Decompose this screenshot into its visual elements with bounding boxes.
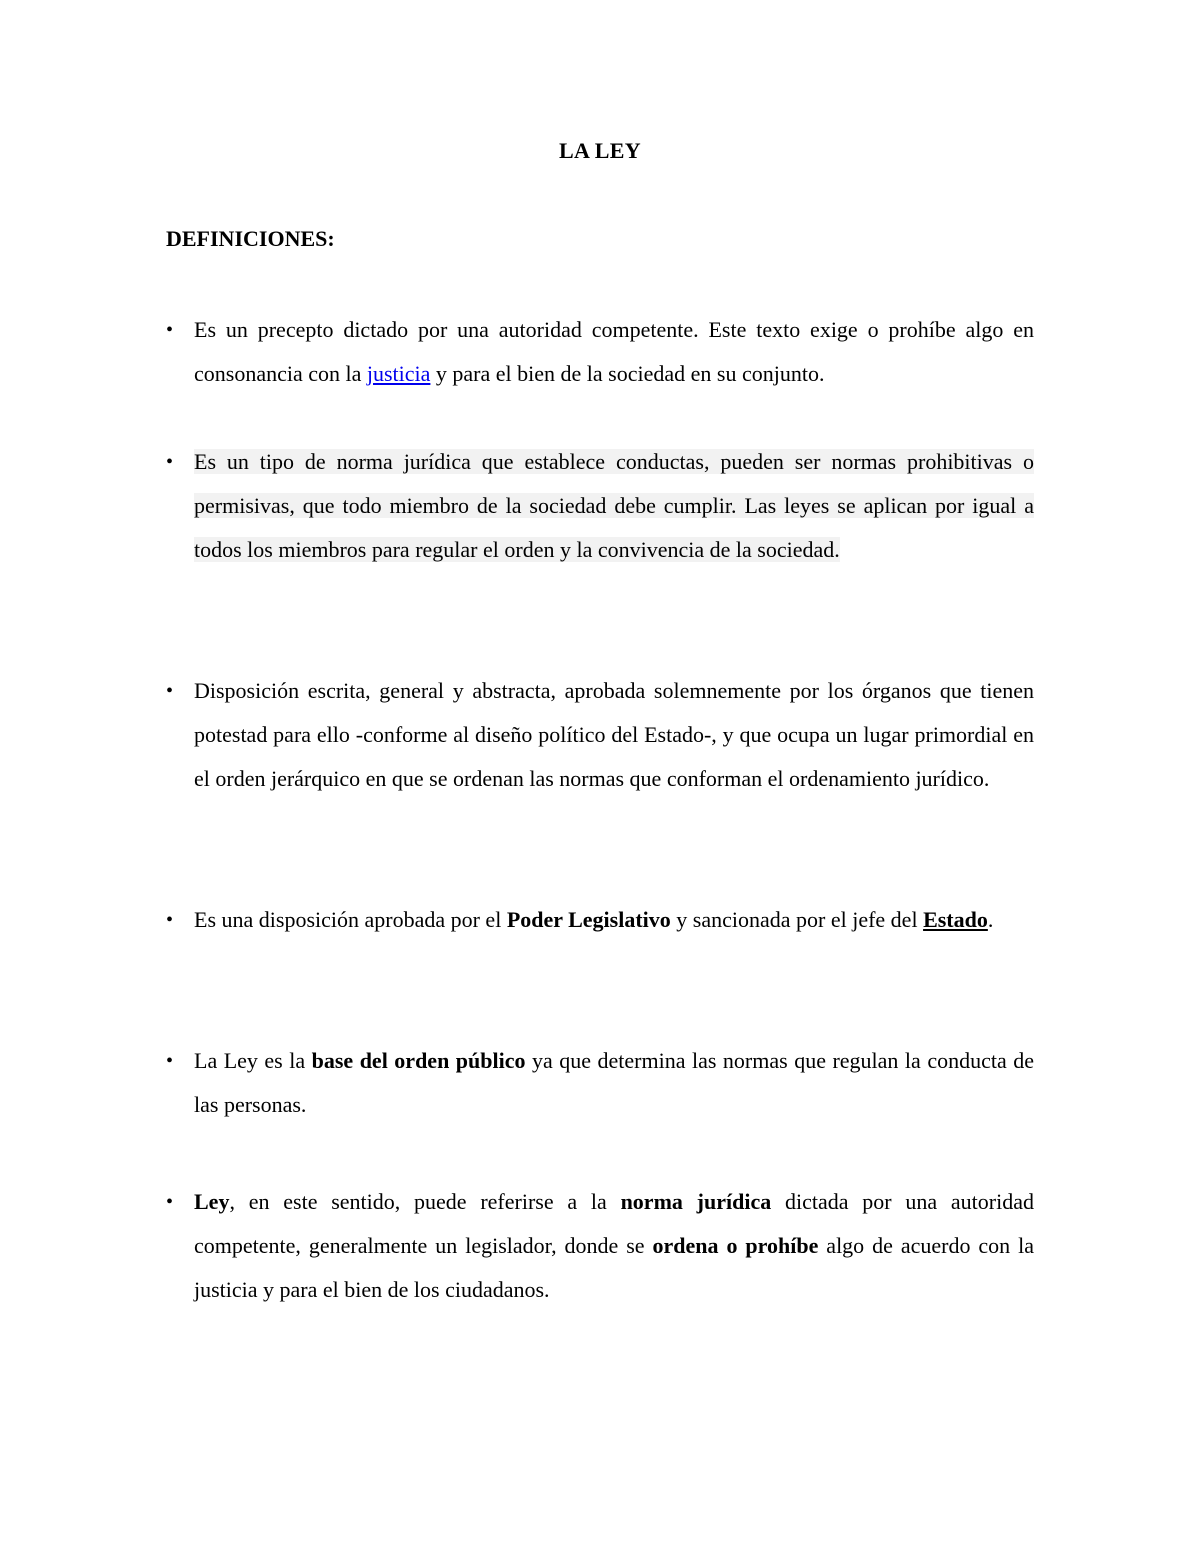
list-item-text: Es una disposición aprobada por el Poder Legislativo y sancionada por el jefe del Estado. [194, 907, 994, 932]
section-heading: DEFINICIONES: [166, 226, 335, 251]
norma-juridica-term: norma jurídica [620, 1189, 772, 1214]
ley-term: Ley [194, 1189, 230, 1214]
bullet-icon: • [166, 1191, 174, 1213]
list-item-text: La Ley es la base del orden público ya que determina las normas que regulan la conducta de las personas. [194, 1048, 1034, 1117]
bullet-icon: • [166, 909, 174, 931]
orden-publico-term: base del orden público [311, 1048, 526, 1073]
estado-term: Estado [923, 907, 988, 932]
list-item-text: Ley, en este sentido, puede referirse a la norma jurídica dictada por una autoridad competente, generalmente un legislador, donde se ordena o prohíbe algo de acuerdo con la justicia y para el bien de los ciudadanos. [194, 1189, 1034, 1302]
list-item [166, 669, 1034, 801]
justicia-link[interactable]: justicia [366, 361, 431, 386]
list-item-text: Es un tipo de norma jurídica que establece conductas, pueden ser normas prohibitivas o permisivas, que todo miembro de la sociedad debe cumplir. Las leyes se aplican por igual a todos los miembros para regular el orden y la convivencia de la sociedad. [194, 449, 1034, 562]
list-item [166, 898, 1034, 942]
list-item [166, 1039, 1034, 1127]
poder-legislativo-term: Poder Legislativo [506, 907, 671, 932]
list-item-text: Disposición escrita, general y abstracta, aprobada solemnemente por los órganos que tienen potestad para ello -conforme al diseño político del Estado-, y que ocupa un lugar primordial en el orden jerárquico en que se ordenan las normas que conforman el ordenamiento jurídico. [194, 678, 1034, 791]
list-item [166, 440, 1034, 572]
bullet-icon: • [166, 319, 174, 341]
bullet-icon: • [166, 1050, 174, 1072]
document-title: LA LEY [559, 138, 641, 163]
ordena-prohibe-term: ordena o prohíbe [652, 1233, 819, 1258]
list-item [166, 308, 1034, 396]
list-item [166, 1180, 1034, 1312]
bullet-icon: • [166, 680, 174, 702]
list-item-text: Es un precepto dictado por una autoridad competente. Este texto exige o prohíbe algo en consonancia con la justicia y para el bien de la sociedad en su conjunto. [194, 317, 1034, 386]
bullet-icon: • [166, 451, 174, 473]
